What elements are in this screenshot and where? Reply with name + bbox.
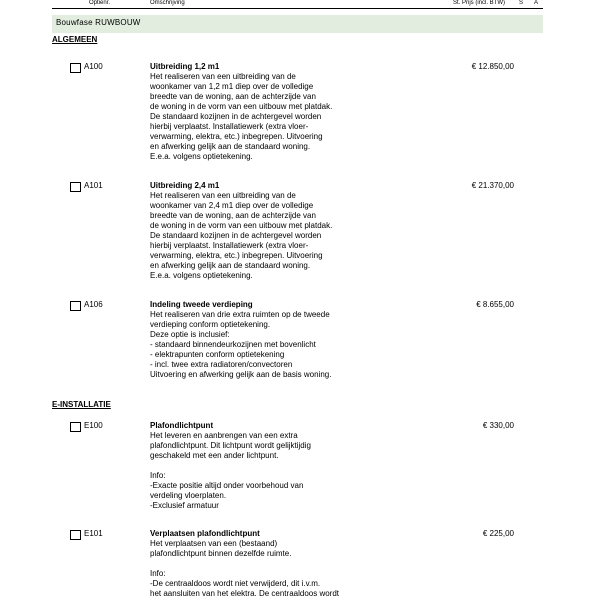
section-title-e-installatie: E-INSTALLATIE [52, 400, 111, 409]
option-code: A101 [84, 181, 103, 190]
option-title: Indeling tweede verdieping [150, 300, 253, 309]
description-line: breedte van de woning, aan de achterzijde van [150, 211, 316, 220]
description-line: verdeling vloerplaten. [150, 491, 227, 500]
description-line: Info: [150, 569, 166, 578]
description-line: Deze optie is inclusief: [150, 330, 230, 339]
description-line: hierbij verplaatst. Installatiewerk (extra vloer- [150, 241, 309, 250]
option-price: € 21.370,00 [471, 181, 514, 190]
option-description [150, 72, 370, 162]
option-code: A100 [84, 62, 103, 71]
description-line: Het realiseren van een uitbreiding van de [150, 191, 296, 200]
column-header-row [0, 0, 595, 8]
description-line: het aansluiten van het elektra. De centraaldoos wordt [150, 589, 340, 598]
option-price: € 225,00 [482, 529, 514, 538]
description-line: de woning in de vorm van een uitbouw met platdak. [150, 102, 333, 111]
description-line: verwarming, elektra, etc.) inbegrepen. Uitvoering [150, 251, 323, 260]
description-line: E.e.a. volgens optietekening. [150, 271, 253, 280]
description-line: -Exacte positie altijd onder voorbehoud van [150, 481, 304, 490]
description-line: de woning in de vorm van een uitbouw met platdak. [150, 221, 333, 230]
option-price: € 8.655,00 [476, 300, 514, 309]
description-line: verdieping conform optietekening. [150, 320, 271, 329]
description-line [150, 461, 370, 471]
option-checkbox-e100[interactable] [70, 422, 81, 432]
section-title-algemeen: ALGEMEEN [52, 35, 98, 44]
description-line: woonkamer van 2,4 m1 diep over de volledige [150, 201, 314, 210]
description-line: - incl. twee extra radiatoren/convectoren [150, 360, 293, 369]
option-description [150, 191, 370, 281]
column-header-divider [52, 8, 543, 9]
description-line: hierbij verplaatst. Installatiewerk (extra vloer- [150, 122, 309, 131]
description-line: Uitvoering en afwerking gelijk aan de basis woning. [150, 370, 332, 379]
option-description [150, 431, 370, 511]
column-header-prijs: St. Prijs (incl. BTW) [453, 0, 505, 6]
description-line: De standaard kozijnen in de achtergevel worden [150, 112, 322, 121]
option-description [150, 539, 370, 599]
description-line: -De centraaldoos wordt niet verwijderd, dit i.v.m. [150, 579, 321, 588]
option-checkbox-e101[interactable] [70, 530, 81, 540]
description-line: plafondlichtpunt binnen dezelfde ruimte. [150, 549, 292, 558]
option-description [150, 310, 370, 380]
description-line: E.e.a. volgens optietekening. [150, 152, 253, 161]
phase-title: Bouwfase RUWBOUW [56, 18, 141, 27]
description-line: Het realiseren van een uitbreiding van de [150, 72, 296, 81]
description-line: Het realiseren van drie extra ruimten op de tweede [150, 310, 330, 319]
description-line: en afwerking gelijk aan de standaard woning. [150, 261, 311, 270]
option-code: A106 [84, 300, 103, 309]
description-line: - standaard binnendeurkozijnen met bovenlicht [150, 340, 316, 349]
column-header-omschrijving: Omschrijving [150, 0, 185, 6]
option-code: E100 [84, 421, 103, 430]
description-line: Het verplaatsen van een (bestaand) [150, 539, 278, 548]
description-line [150, 559, 370, 569]
option-title: Plafondlichtpunt [150, 421, 214, 430]
description-line: verwarming, elektra, etc.) inbegrepen. Uitvoering [150, 132, 323, 141]
description-line: breedte van de woning, aan de achterzijde van [150, 92, 316, 101]
option-price: € 330,00 [482, 421, 514, 430]
description-line: geschakeld met een ander lichtpunt. [150, 451, 279, 460]
option-title: Verplaatsen plafondlichtpunt [150, 529, 260, 538]
description-line: De standaard kozijnen in de achtergevel worden [150, 231, 322, 240]
option-checkbox-a101[interactable] [70, 182, 81, 192]
description-line: Info: [150, 471, 166, 480]
column-header-a: A [534, 0, 539, 6]
description-line: woonkamer van 1,2 m1 diep over de volledige [150, 82, 314, 91]
option-price: € 12.850,00 [471, 62, 514, 71]
column-header-optienr: Optienr. [89, 0, 111, 6]
description-line: plafondlichtpunt. Dit lichtpunt wordt gelijktijdig [150, 441, 311, 450]
option-title: Uitbreiding 2,4 m1 [150, 181, 220, 190]
description-line: -Exclusief armatuur [150, 501, 219, 510]
description-line: en afwerking gelijk aan de standaard woning. [150, 142, 311, 151]
option-title: Uitbreiding 1,2 m1 [150, 62, 220, 71]
option-checkbox-a106[interactable] [70, 301, 81, 311]
description-line: Het leveren en aanbrengen van een extra [150, 431, 298, 440]
column-header-s: S [519, 0, 524, 6]
description-line: - elektrapunten conform optietekening [150, 350, 285, 359]
option-checkbox-a100[interactable] [70, 63, 81, 73]
phase-band [52, 15, 543, 33]
option-code: E101 [84, 529, 103, 538]
